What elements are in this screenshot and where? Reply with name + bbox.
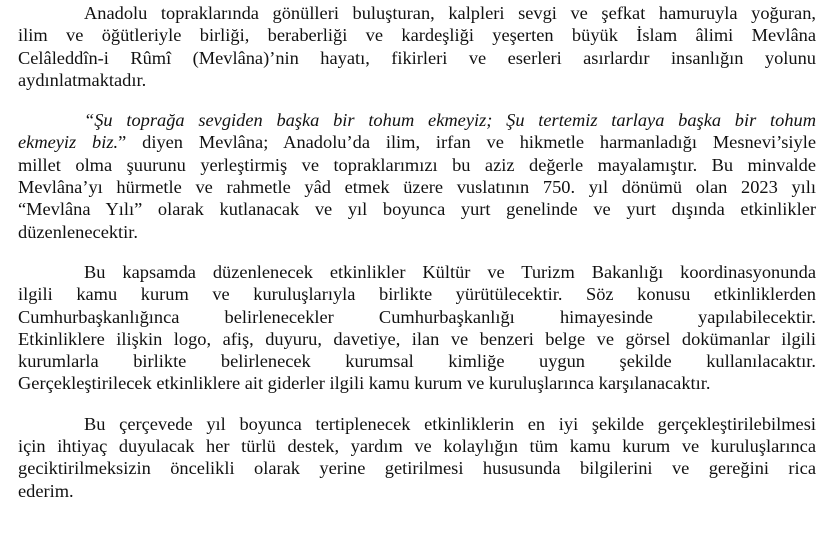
text-line: Mevlâna’yı hürmetle ve rahmetle yâd etmek üzere vuslatının 750. yıl dönümü olan 2023 yılı	[18, 177, 816, 198]
text-line: aydınlatmaktadır.	[18, 69, 147, 90]
text-fragment: ” diyen Mevlâna; Anadolu’da ilim, irfan ve hikmetle harmanladığı Mesnevi’siyle	[118, 132, 816, 153]
text-line: “Mevlâna Yılı” olarak kutlanacak ve yıl boyunca yurt genelinde ve yurt dışında etkinlikler	[18, 199, 816, 220]
text-line: Cumhurbaşkanlığınca belirlenecekler Cumhurbaşkanlığı himayesinde yapılabilecektir.	[18, 306, 816, 327]
text-line: Gerçekleştirilecek etkinliklere ait giderler ilgili kamu kurum ve kuruluşlarınca karşılanacaktır.	[18, 373, 711, 394]
text-line: ederim.	[18, 480, 74, 501]
document-body	[18, 2, 816, 502]
text-line: Etkinliklere ilişkin logo, afiş, duyuru, davetiye, ilan ve benzeri belge ve görsel dokümanlar ilgili	[18, 328, 816, 349]
text-line: ilim ve öğütleriyle birliği, beraberliği ve kardeşliği yeşerten büyük İslam âlimi Mevlâna	[18, 25, 816, 46]
text-line: için ihtiyaç duyulacak her türlü destek, yardım ve kolaylığın tüm kamu kurum ve kuruluşlarınca	[18, 436, 816, 457]
text-line: ilgili kamu kurum ve kuruluşlarıyla birlikte yürütülecektir. Söz konusu etkinliklerden	[18, 284, 816, 305]
quote-line: “Şu toprağa sevgiden başka bir tohum ekmeyiz; Şu tertemiz tarlaya başka bir tohum	[84, 110, 816, 131]
text-line: millet olma şuurunu yerleştirmiş ve topraklarımızı bu aziz değerle mayalamıştır. Bu minvalde	[18, 154, 816, 175]
paragraph-intro	[18, 2, 816, 91]
text-line: Celâleddîn-i Rûmî (Mevlâna)’nin hayatı, fikirleri ve eserleri asırlardır insanlığın yolunu	[18, 47, 816, 68]
paragraph-scope	[18, 261, 816, 395]
paragraph-quote	[18, 109, 816, 243]
quote-fragment: ekmeyiz biz.	[18, 132, 119, 153]
paragraph-request	[18, 413, 816, 502]
text-line: geciktirilmeksizin öncelikli olarak yerine getirilmesi hususunda bilgilerini ve gereğini rica	[18, 458, 816, 479]
text-line	[18, 131, 816, 153]
text-line: kurumlarla birlikte belirlenecek kurumsal kimliğe uygun şekilde kullanılacaktır.	[18, 351, 816, 372]
text-line: düzenlenecektir.	[18, 221, 138, 242]
text-line: Anadolu topraklarında gönülleri buluşturan, kalpleri sevgi ve şefkat hamuruyla yoğuran,	[84, 3, 816, 23]
text-line: Bu çerçevede yıl boyunca tertiplenecek etkinliklerin en iyi şekilde gerçekleştirilebilmesi	[84, 413, 816, 434]
text-line: Bu kapsamda düzenlenecek etkinlikler Kültür ve Turizm Bakanlığı koordinasyonunda	[84, 261, 816, 282]
